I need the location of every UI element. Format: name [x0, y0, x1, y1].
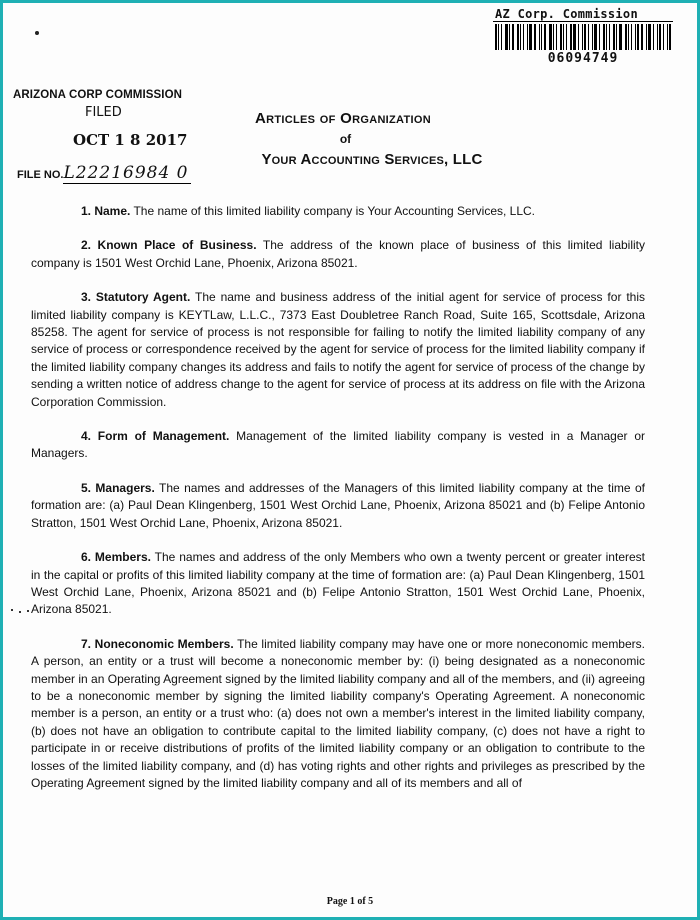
barcode-bar	[628, 24, 629, 50]
document-title	[203, 110, 503, 168]
barcode-bar	[603, 24, 605, 50]
barcode-bar	[544, 24, 546, 50]
barcode-bar	[613, 24, 615, 50]
barcode-bar	[501, 24, 502, 50]
barcode-bar	[646, 24, 647, 50]
section-heading: 2. Known Place of Business.	[81, 238, 257, 253]
barcode-bar	[637, 24, 639, 50]
file-number-value: L22216984 0	[63, 163, 189, 183]
section-statutory-agent	[31, 289, 645, 411]
barcode-bar	[635, 24, 636, 50]
section-text: The names and address of the only Members who own a twenty percent or greater interest in the capital or profits of this limited liability company at the time of formation are: (a) Paul Dean Klingenberg, 1501 West Orchid Lane, Phoenix, Arizona 85021 and (b) Felipe Antonio Stratton, 1501 West Orchid Lane, Phoenix, Arizona 85021.	[31, 550, 645, 617]
barcode-bar	[657, 24, 658, 50]
section-noneconomic-members	[31, 636, 645, 793]
filing-filed: FILED	[85, 105, 122, 120]
barcode-bar	[566, 24, 567, 50]
barcode-bar	[570, 24, 572, 50]
filing-agency: ARIZONA CORP COMMISSION	[13, 89, 183, 101]
barcode-bar	[520, 24, 521, 50]
barcode-bar	[534, 24, 536, 50]
barcode-bar	[498, 24, 499, 50]
barcode-bar	[573, 24, 576, 50]
barcode-bar	[495, 24, 497, 50]
section-text: The name and business address of the initial agent for service of process for this limited liability company is KEYTLaw, L.L.C., 7373 East Doubletree Ranch Road, Suite 165, Scottsdale, Arizona 85258. The agent for service of process is not responsible for failing to notify the limited liability company of any service of process or correspondence received by the agent for service of process for the limited liability company if the limited liability company changes its address and fails to notify the agent for service of process of the change by sending a written notice of address change to the agent for service of process at its address on file with the Arizona Corporation Commission.	[31, 290, 646, 409]
section-heading: 5. Managers.	[81, 480, 155, 495]
barcode-bar	[556, 24, 557, 50]
section-heading: 4. Form of Management.	[81, 429, 230, 444]
barcode-bar	[523, 24, 524, 50]
barcode-bar	[541, 24, 542, 50]
document-body	[31, 203, 645, 809]
barcode-bar	[563, 24, 564, 50]
barcode	[495, 24, 673, 50]
barcode-bar	[553, 24, 554, 50]
page-footer: Page 1 of 5	[326, 896, 374, 907]
barcode-bar	[648, 24, 651, 50]
barcode-stamp	[493, 7, 673, 66]
barcode-bar	[517, 24, 519, 50]
barcode-bar	[606, 24, 607, 50]
section-text: The limited liability company may have one or more noneconomic members. A person, an entity or a trust will become a noneconomic member by: (i) being designated as a noneconomic member in an Operating Agreement signed by the limited liability company and all of the members, and (ii) agreeing to be a noneconomic member by signing the limited liability company's Operating Agreement. A noneconomic member is a person, an entity or a trust who: (a) does not own a member's interest in the limited liability company, (b) does not have an obligation to contribute capital to the limited liability company, (c) does not have a right to participate in or receive distributions of profits of the limited liability company or an obligation to contribute to the losses of the limited liability company, and (d) has voting rights and other rights and privileges as prescribed by the Operating Agreement signed by the limited liability company and all of its members and all of	[31, 636, 645, 790]
document-page	[3, 3, 697, 917]
section-heading: 7. Noneconomic Members.	[81, 636, 234, 651]
section-managers	[31, 480, 645, 532]
title-line-2: of	[339, 132, 352, 146]
barcode-bar	[663, 24, 664, 50]
scan-speck	[35, 31, 39, 35]
stamp-office: AZ Corp. Commission	[493, 7, 673, 22]
barcode-bar	[512, 24, 514, 50]
stamp-number: 06094749	[547, 51, 619, 66]
title-line-3: Your Accounting Services, LLC	[261, 151, 483, 168]
barcode-bar	[509, 24, 510, 50]
section-text: The names and addresses of the Managers of this limited liability company at the time of formation are: (a) Paul Dean Klingenberg, 1501 West Orchid Lane, Phoenix, Arizona 85021 and (b) Felipe Antonio Stratton, 1501 West Orchid Lane, Phoenix, Arizona 85021.	[31, 480, 645, 530]
barcode-bar	[616, 24, 617, 50]
barcode-bar	[594, 24, 597, 50]
barcode-bar	[659, 24, 661, 50]
barcode-bar	[599, 24, 600, 50]
section-members	[31, 549, 645, 619]
barcode-bar	[578, 24, 579, 50]
barcode-bar	[669, 24, 671, 50]
file-number	[17, 163, 191, 183]
scan-speck	[27, 610, 29, 612]
barcode-bar	[653, 24, 654, 50]
barcode-bar	[667, 24, 668, 50]
filing-date: OCT 1 8 2017	[73, 131, 188, 149]
barcode-bar	[505, 24, 508, 50]
barcode-bar	[560, 24, 562, 50]
barcode-bar	[584, 24, 586, 50]
section-text: The name of this limited liability company is Your Accounting Services, LLC.	[130, 204, 536, 218]
filing-stamp	[13, 89, 213, 183]
barcode-bar	[619, 24, 622, 50]
barcode-bar	[641, 24, 643, 50]
barcode-bar	[527, 24, 528, 50]
barcode-bar	[588, 24, 589, 50]
barcode-bar	[529, 24, 532, 50]
section-form-of-management	[31, 428, 645, 463]
file-number-label: FILE NO.	[17, 169, 64, 181]
scan-speck	[11, 609, 13, 611]
barcode-bar	[539, 24, 540, 50]
barcode-bar	[582, 24, 583, 50]
barcode-bar	[592, 24, 593, 50]
barcode-bar	[609, 24, 610, 50]
section-name	[31, 203, 645, 220]
scan-speck	[19, 611, 21, 613]
section-known-place	[31, 237, 645, 272]
barcode-bar	[549, 24, 552, 50]
section-text: Management of the limited liability company is vested in a Manager or Managers.	[31, 429, 645, 461]
barcode-bar	[625, 24, 627, 50]
barcode-bar	[631, 24, 632, 50]
section-heading: 6. Members.	[81, 550, 151, 565]
section-heading: 3. Statutory Agent.	[81, 290, 191, 305]
section-heading: 1. Name.	[81, 204, 131, 218]
title-line-1: Articles of Organization	[255, 110, 431, 127]
section-text: The address of the known place of business of this limited liability company is 1501 West Orchid Lane, Phoenix, Arizona 85021.	[31, 238, 645, 270]
